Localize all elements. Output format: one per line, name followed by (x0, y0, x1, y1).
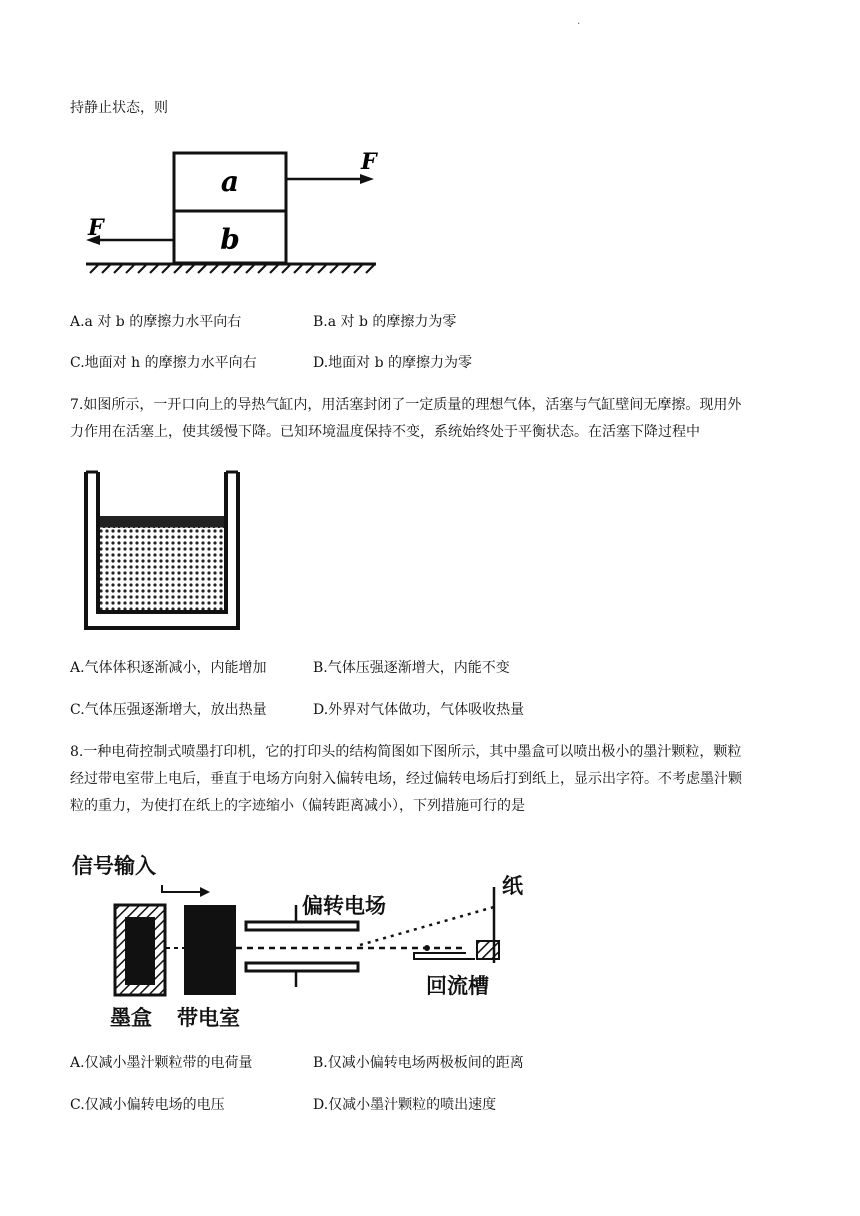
q7-cylinder-figure (80, 468, 245, 633)
q7-option-d: D.外界对气体做功，气体吸收热量 (313, 702, 525, 718)
q8-option-a: A.仅减小墨汁颗粒带的电荷量 (70, 1055, 253, 1071)
return-trough-label: 回流槽 (426, 974, 489, 998)
q6-option-d: D.地面对 b 的摩擦力为零 (313, 355, 473, 371)
piston (100, 516, 224, 528)
force-label-left: F (88, 215, 104, 241)
deflection-field-label: 偏转电场 (302, 894, 386, 918)
lower-plate (246, 963, 358, 971)
label-a: a (220, 165, 240, 198)
force-label-right: F (361, 149, 377, 175)
q7-option-a: A.气体体积逐渐减小，内能增加 (70, 660, 267, 676)
arrowhead-right (360, 174, 374, 184)
q7-stem-line1: 7.如图所示，一开口向上的导热气缸内，用活塞封闭了一定质量的理想气体，活塞与气缸壁间无摩擦。现用外 (70, 397, 742, 413)
ink-drop (424, 945, 430, 951)
return-trough-pipe (414, 953, 475, 959)
q8-stem-line2: 经过带电室带上电后，垂直于电场方向射入偏转电场，经过偏转电场后打到纸上，显示出字符。不考虑墨汁颗 (70, 771, 742, 787)
ink-box-core (125, 917, 155, 985)
charging-room-label: 带电室 (177, 1006, 240, 1030)
q7-option-b: B.气体压强逐渐增大，内能不变 (313, 660, 510, 676)
q6-option-a: A.a 对 b 的摩擦力水平向右 (70, 314, 242, 330)
q7-option-c: C.气体压强逐渐增大，放出热量 (70, 702, 267, 718)
signal-input-wire (162, 885, 205, 892)
q8-option-d: D.仅减小墨汁颗粒的喷出速度 (313, 1097, 497, 1113)
label-b: b (220, 223, 240, 256)
q6-stem-tail: 持静止状态，则 (70, 100, 168, 116)
header-dot: . (577, 16, 581, 27)
q6-block-figure (80, 145, 390, 285)
signal-input-label: 信号输入 (72, 854, 156, 878)
signal-input-arrowhead (200, 887, 210, 897)
q7-stem-line2: 力作用在活塞上，使其缓慢下降。已知环境温度保持不变，系统始终处于平衡状态。在活塞下降过程中 (70, 424, 700, 440)
q8-stem-line1: 8.一种电荷控制式喷墨打印机，它的打印头的结构简图如下图所示，其中墨盒可以喷出极小的墨汁颗粒，颗粒 (70, 744, 742, 760)
q8-option-c: C.仅减小偏转电场的电压 (70, 1097, 225, 1113)
q8-printer-figure (70, 845, 540, 1035)
ground-hatching (90, 265, 374, 273)
q6-option-c: C.地面对 h 的摩擦力水平向右 (70, 355, 257, 371)
q8-stem-line3: 粒的重力，为使打在纸上的字迹缩小（偏转距离减小），下列措施可行的是 (70, 798, 525, 814)
return-trough (477, 941, 499, 959)
q6-option-b: B.a 对 b 的摩擦力为零 (313, 314, 457, 330)
ink-box-label: 墨盒 (110, 1006, 152, 1030)
upper-plate (246, 922, 358, 930)
q8-option-b: B.仅减小偏转电场两极板间的距离 (313, 1055, 524, 1071)
charging-room (184, 905, 236, 995)
gas-region (100, 528, 224, 610)
paper-label: 纸 (502, 874, 523, 898)
